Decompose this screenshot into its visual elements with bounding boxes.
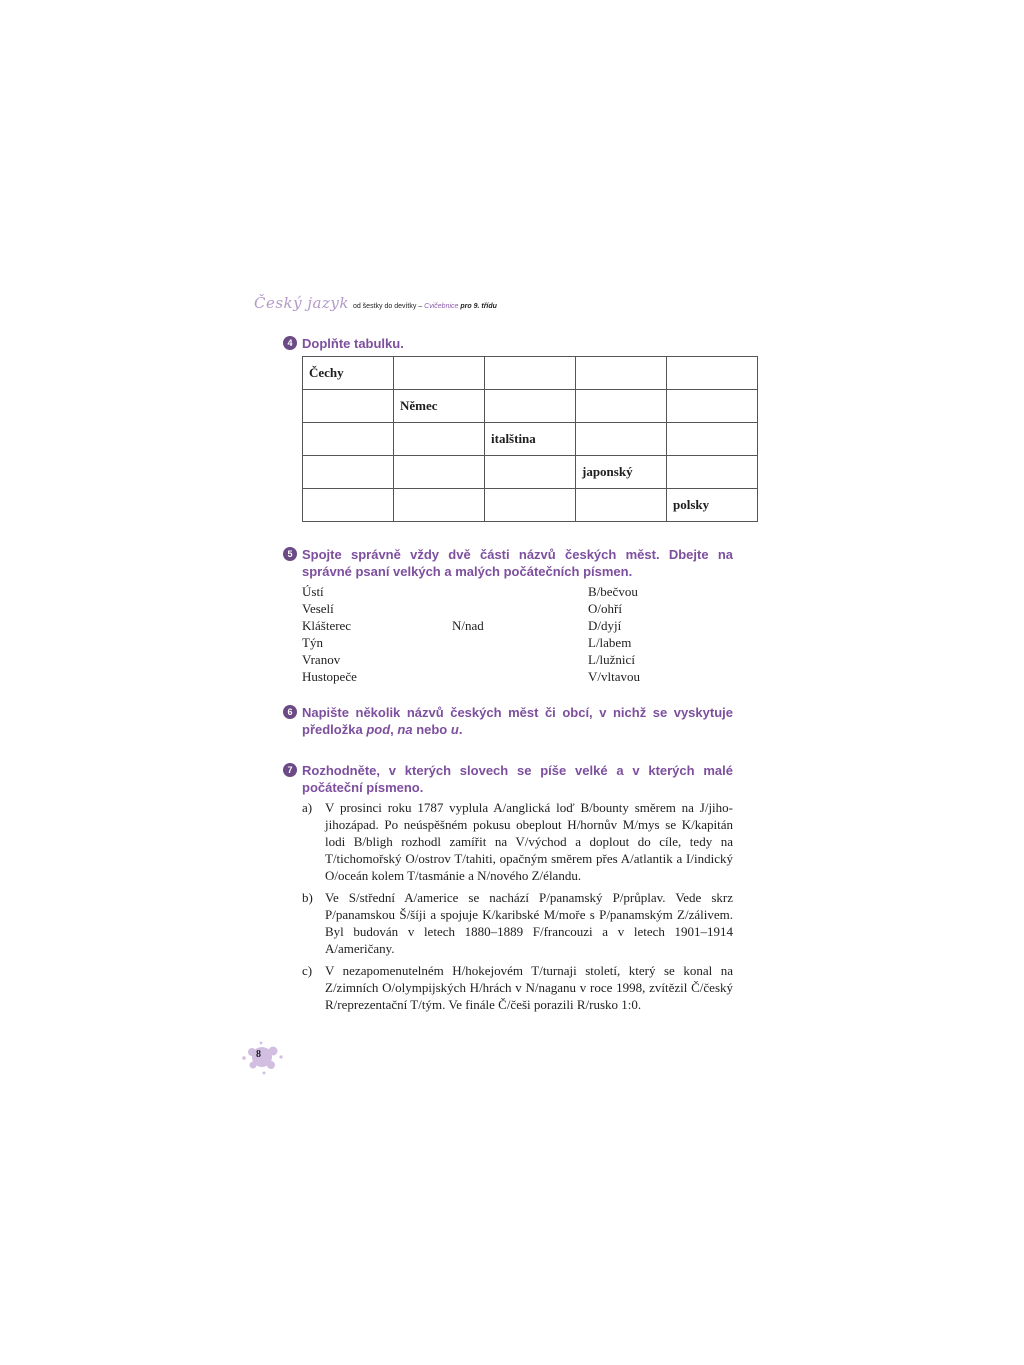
item-text: V prosinci roku 1787 vyplula A/anglická loď B/bounty směrem na J/jiho-jihozápad. Po neúspěšném pokusu obeplout H/hornův M/mys se K/kapitán lodi B/bligh rozhodl zamířit na V/východ a doplout do cíle, tedy na T/tichomořský O/ostrov T/tahiti, opačným směrem přes A/atlantik a I/indický O/oceán kolem T/tasmánie a N/nového Z/élandu. <box>325 800 733 883</box>
exercise-item <box>302 799 733 884</box>
title-text: . <box>458 722 463 737</box>
table-cell[interactable] <box>485 357 576 390</box>
table-cell[interactable] <box>667 456 758 489</box>
title-text: , <box>390 722 394 737</box>
table-cell[interactable]: japonský <box>576 456 667 489</box>
city-part: L/lužnicí <box>588 652 635 667</box>
table-row <box>303 390 758 423</box>
table-cell[interactable] <box>485 456 576 489</box>
item-label: c) <box>302 963 313 978</box>
item-text: V nezapomenutelném H/hokejovém T/turnaji století, který se konal na Z/zimních O/olympijských H/hrách v N/naganu v roce 1998, zvítězil Č/český R/reprezentační T/tým. Ve finále Č/češi porazili R/rusko 1:0. <box>325 963 733 1012</box>
task-number-badge: 6 <box>283 705 297 719</box>
table-cell[interactable] <box>303 489 394 522</box>
table-cell[interactable] <box>667 423 758 456</box>
title-emphasis: na <box>397 722 413 737</box>
task-title: Rozhodněte, v kterých slovech se píše velké a v kterých malé počáteční písmeno. <box>302 763 733 795</box>
table-cell[interactable] <box>576 357 667 390</box>
title-text: Napište několik názvů českých měst či obcí, v nichž se vyskytuje předložka <box>302 705 733 737</box>
table-cell[interactable] <box>303 456 394 489</box>
table-cell[interactable]: polsky <box>667 489 758 522</box>
task-7 <box>283 762 733 796</box>
title-emphasis: u <box>450 722 459 737</box>
task-6 <box>283 704 733 738</box>
table-cell[interactable] <box>303 423 394 456</box>
task-number-badge: 4 <box>283 336 297 350</box>
task-4 <box>283 335 733 352</box>
exercise-item <box>302 889 733 957</box>
city-first-parts <box>302 583 357 685</box>
table-cell[interactable] <box>576 423 667 456</box>
table-cell[interactable] <box>394 423 485 456</box>
table-cell[interactable] <box>485 489 576 522</box>
fill-in-table <box>302 356 758 522</box>
city-part: V/vltavou <box>588 669 640 684</box>
task-number-badge: 5 <box>283 547 297 561</box>
task-title <box>302 704 733 738</box>
table-cell[interactable]: Čechy <box>303 357 394 390</box>
header-subtitle-italic: Cvičebnice <box>424 303 459 310</box>
table-row <box>303 423 758 456</box>
city-part: Vranov <box>302 652 341 667</box>
header-subtitle-plain: od šestky do devítky – <box>352 303 423 310</box>
table-cell[interactable] <box>394 489 485 522</box>
city-part: D/dyjí <box>588 618 622 633</box>
table-cell[interactable] <box>485 390 576 423</box>
city-second-parts <box>588 583 640 685</box>
ink-splash-icon <box>240 1040 286 1076</box>
table-cell[interactable]: italština <box>485 423 576 456</box>
table-cell[interactable] <box>667 390 758 423</box>
city-part: L/labem <box>588 635 632 650</box>
city-part: Týn <box>302 635 323 650</box>
header-subtitle-end: pro 9. třídu <box>460 303 497 310</box>
running-header <box>254 294 497 312</box>
title-emphasis: pod <box>366 722 391 737</box>
preposition: N/nad <box>452 618 484 633</box>
title-text: nebo <box>416 722 448 737</box>
city-preposition <box>452 617 484 634</box>
book-brand: Český jazyk <box>254 294 349 312</box>
task-title: Doplňte tabulku. <box>302 336 404 351</box>
city-part: Klášterec <box>302 618 352 633</box>
item-text: Ve S/střední A/americe se nachází P/panamský P/průplav. Vede skrz P/panamskou Š/šíji a spojuje K/karibské M/moře s P/panamským Z/zálivem. Byl budován v letech 1880–1889 F/francouzi a v letech 1901–1914 A/američany. <box>325 890 733 956</box>
exercise-items <box>302 799 733 1018</box>
task-number-badge: 7 <box>283 763 297 777</box>
task-5 <box>283 546 733 580</box>
item-label: b) <box>302 890 313 905</box>
table-cell[interactable] <box>394 357 485 390</box>
city-part: O/ohří <box>588 601 622 616</box>
table-cell[interactable] <box>394 456 485 489</box>
city-part: Veselí <box>302 601 334 616</box>
table-cell[interactable] <box>667 357 758 390</box>
table-row <box>303 489 758 522</box>
city-part: Hustopeče <box>302 669 357 684</box>
header-subtitle <box>353 303 497 310</box>
item-label: a) <box>302 800 313 815</box>
table-cell[interactable] <box>303 390 394 423</box>
city-part: Ústí <box>302 584 324 599</box>
table-cell[interactable]: Němec <box>394 390 485 423</box>
task-title: Spojte správně vždy dvě části názvů českých měst. Dbejte na správné psaní velkých a malých počátečních písmen. <box>302 547 733 579</box>
table-cell[interactable] <box>576 489 667 522</box>
city-part: B/bečvou <box>588 584 638 599</box>
page-number: 8 <box>256 1049 261 1060</box>
table-row <box>303 456 758 489</box>
table-row <box>303 357 758 390</box>
exercise-item <box>302 962 733 1013</box>
table-cell[interactable] <box>576 390 667 423</box>
